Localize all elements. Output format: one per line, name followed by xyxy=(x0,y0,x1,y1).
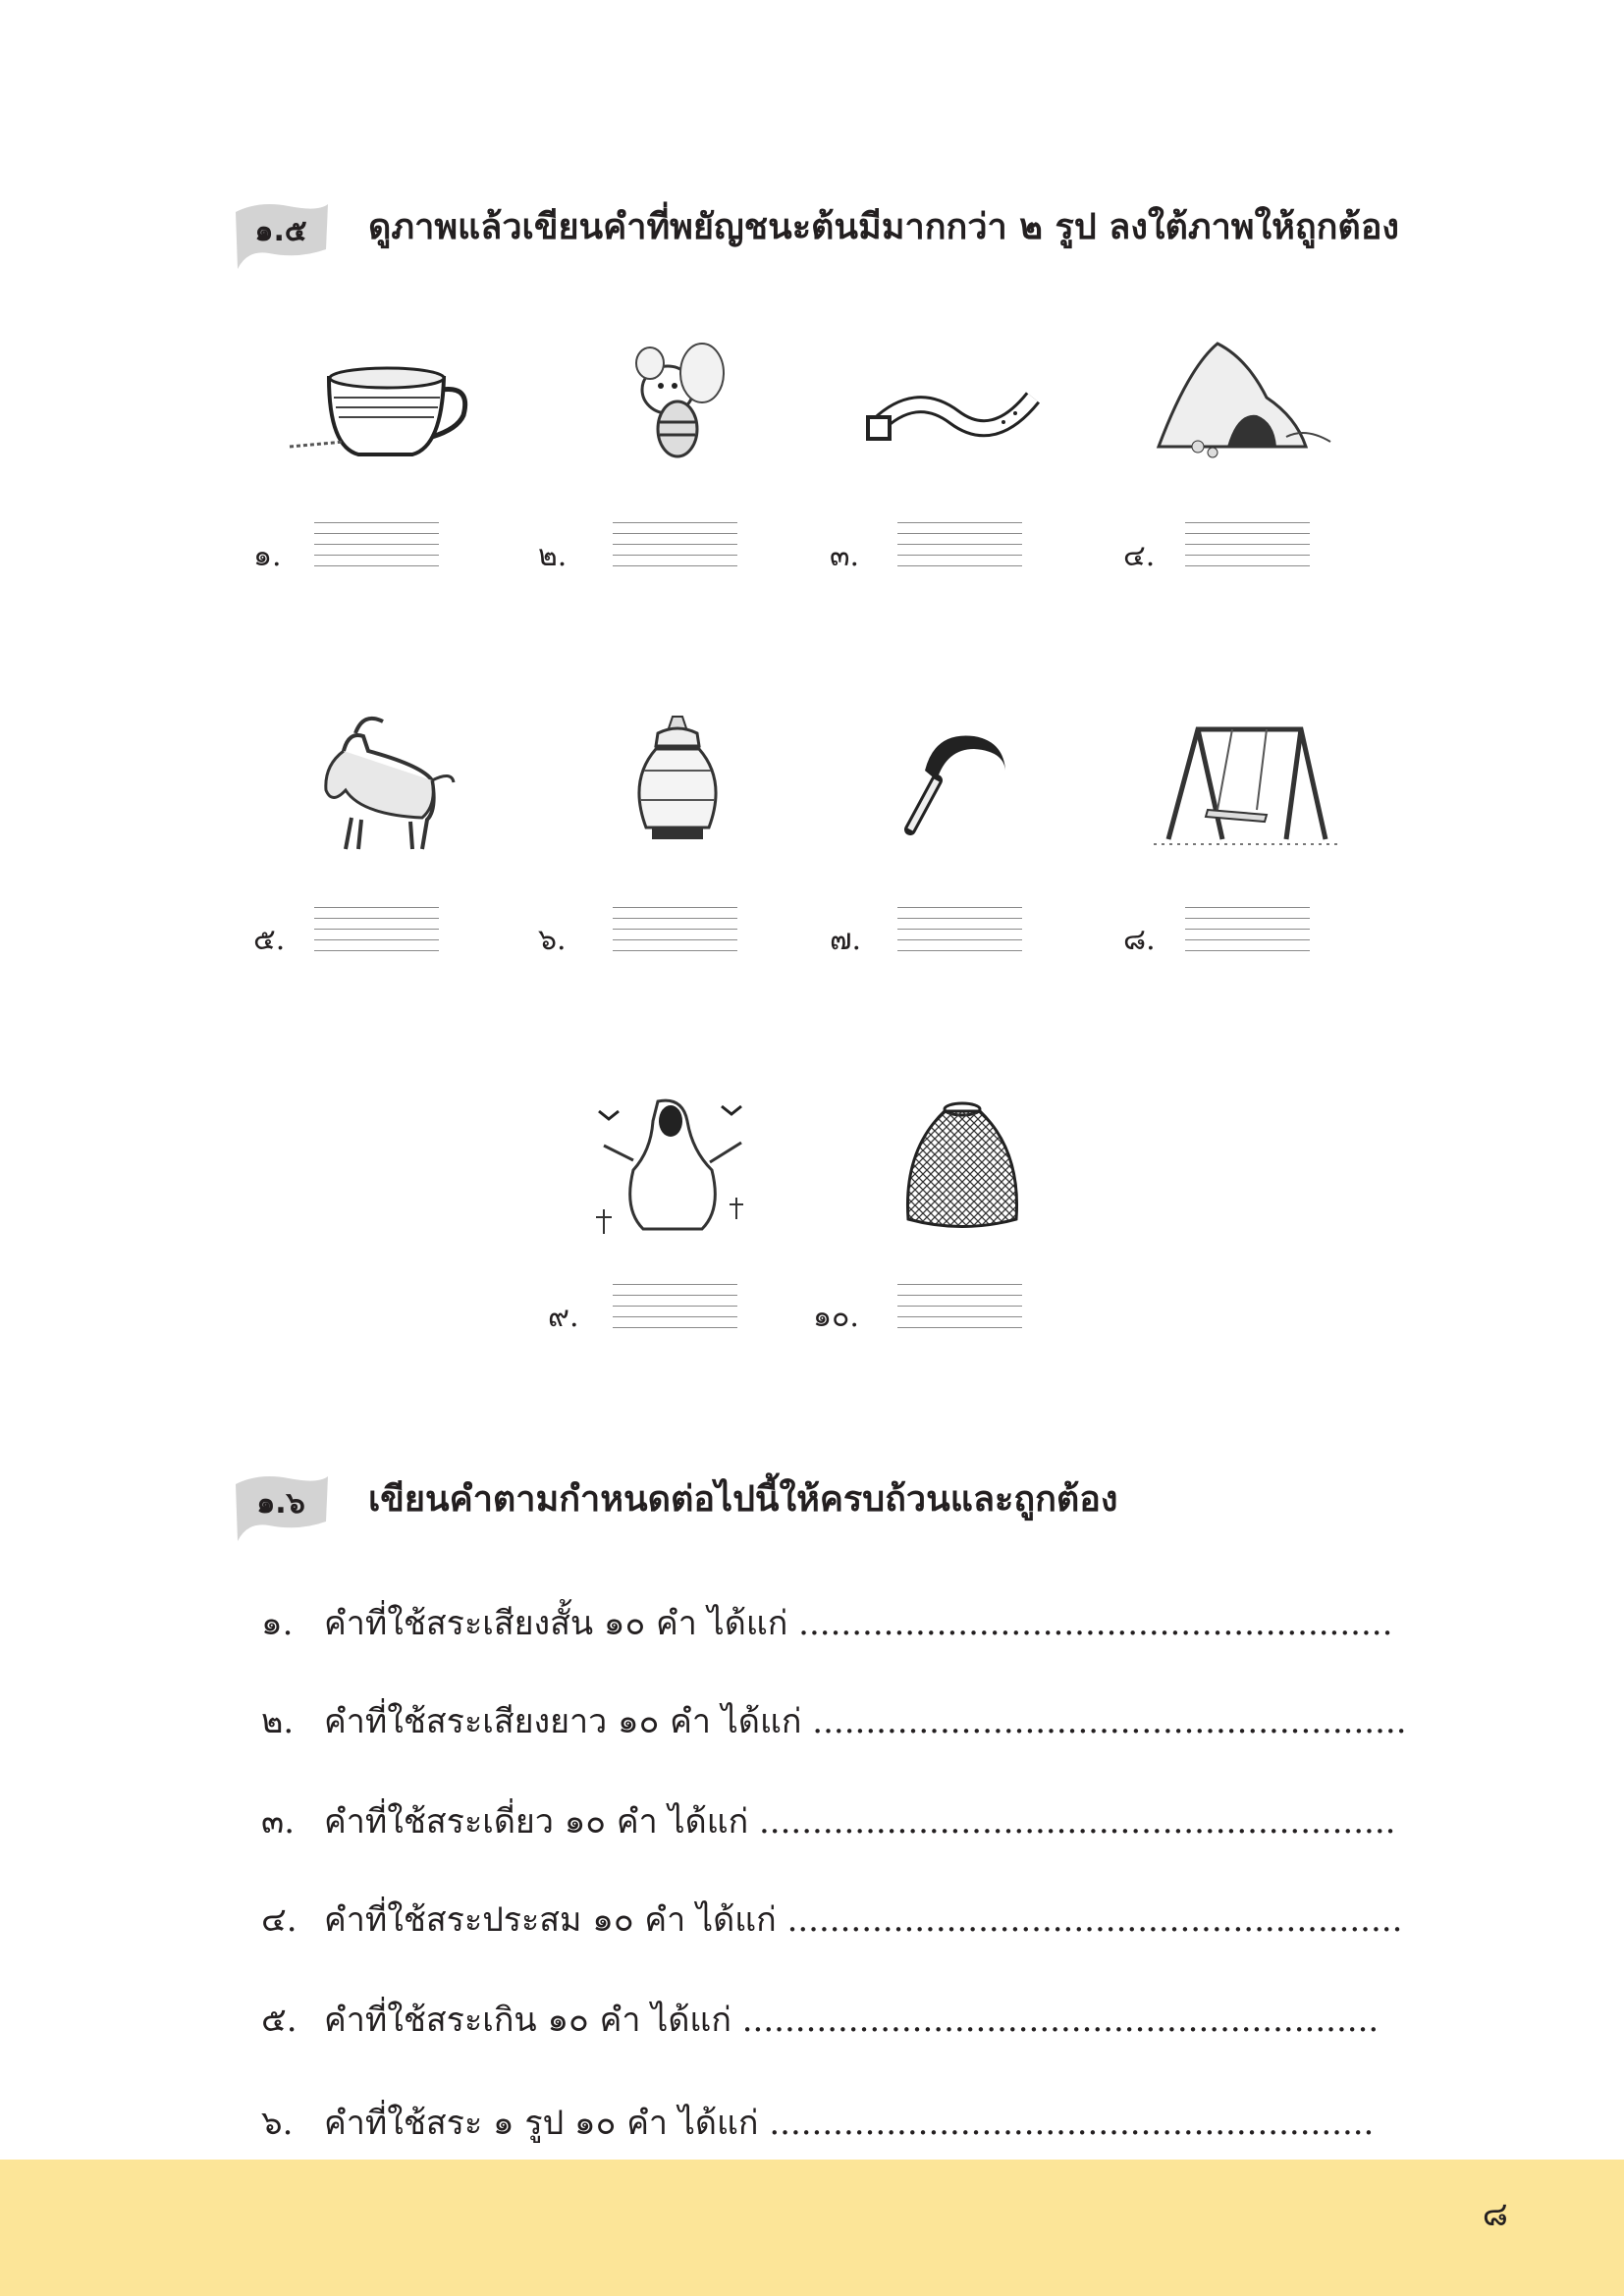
answer-lines[interactable] xyxy=(613,1284,737,1327)
question-row xyxy=(261,1993,1379,2046)
item-number: ๓. xyxy=(830,539,860,573)
answer-lines[interactable] xyxy=(897,1284,1022,1327)
sickle-icon xyxy=(856,712,1053,859)
section-title-1-5: ดูภาพแล้วเขียนคำที่พยัญชนะต้นมีมากกว่า ๒ รูป ลงใต้ภาพให้ถูกต้อง xyxy=(368,207,1400,247)
page-footer xyxy=(0,2160,1624,2296)
question-row xyxy=(261,1893,1402,1946)
item-number: ๑. xyxy=(253,539,282,573)
section-title-1-6: เขียนคำตามกำหนดต่อไปนี้ให้ครบถ้วนและถูกต้อง xyxy=(368,1479,1118,1520)
answer-lines[interactable] xyxy=(897,522,1022,565)
answer-dotted-line[interactable]: .......................................................... xyxy=(786,1900,1403,1940)
answer-lines[interactable] xyxy=(314,522,439,565)
teacup-icon xyxy=(285,329,481,476)
answer-lines[interactable] xyxy=(1185,522,1310,565)
item-number: ๗. xyxy=(830,923,862,957)
question-row xyxy=(261,1596,1392,1649)
question-number: ๔. xyxy=(261,1900,298,1940)
urn-icon xyxy=(579,712,776,859)
question-text: คำที่ใช้สระเสียงยาว ๑๐ คำ ได้แก่ xyxy=(324,1702,813,1741)
item-number: ๘. xyxy=(1123,923,1156,957)
answer-dotted-line[interactable]: ............................................................ xyxy=(759,1802,1396,1842)
item-number: ๑๐. xyxy=(813,1300,859,1334)
item-number: ๕. xyxy=(253,923,286,957)
answer-lines[interactable] xyxy=(613,522,737,565)
fish-trap-icon xyxy=(864,1092,1060,1239)
answer-dotted-line[interactable]: ......................................................... xyxy=(769,2104,1375,2143)
question-number: ๓. xyxy=(261,1802,296,1842)
question-text: คำที่ใช้สระประสม ๑๐ คำ ได้แก่ xyxy=(324,1900,787,1940)
question-number: ๒. xyxy=(261,1702,295,1741)
answer-lines[interactable] xyxy=(1185,907,1310,950)
question-row xyxy=(261,1794,1395,1847)
item-number: ๖. xyxy=(538,923,567,957)
section-badge-1-6 xyxy=(230,1472,332,1541)
question-row xyxy=(261,1694,1407,1747)
answer-dotted-line[interactable]: ........................................................ xyxy=(798,1604,1393,1643)
item-number: ๔. xyxy=(1123,539,1156,573)
ghost-icon xyxy=(574,1092,771,1239)
question-row xyxy=(261,2096,1374,2149)
item-number: ๙. xyxy=(548,1300,579,1334)
question-text: คำที่ใช้สระเดี่ยว ๑๐ คำ ได้แก่ xyxy=(324,1802,759,1842)
answer-lines[interactable] xyxy=(897,907,1022,950)
question-text: คำที่ใช้สระเสียงสั้น ๑๐ คำ ได้แก่ xyxy=(324,1604,799,1643)
goat-icon xyxy=(285,712,481,859)
question-number: ๑. xyxy=(261,1604,294,1643)
section-badge-1-5 xyxy=(230,200,332,269)
section-number: ๑.๕ xyxy=(254,214,307,248)
answer-lines[interactable] xyxy=(314,907,439,950)
swing-icon xyxy=(1149,712,1345,859)
bee-icon xyxy=(579,329,776,476)
belt-icon xyxy=(856,329,1053,476)
answer-dotted-line[interactable]: ........................................................ xyxy=(812,1702,1407,1741)
section-number: ๑.๖ xyxy=(256,1486,305,1521)
question-number: ๖. xyxy=(261,2104,294,2143)
question-text: คำที่ใช้สระ ๑ รูป ๑๐ คำ ได้แก่ xyxy=(324,2104,770,2143)
cave-icon xyxy=(1149,329,1345,476)
page-number: ๘ xyxy=(1482,2195,1508,2234)
answer-dotted-line[interactable]: ............................................................ xyxy=(741,2001,1380,2040)
question-number: ๕. xyxy=(261,2001,298,2040)
answer-lines[interactable] xyxy=(613,907,737,950)
item-number: ๒. xyxy=(538,539,568,573)
question-text: คำที่ใช้สระเกิน ๑๐ คำ ได้แก่ xyxy=(324,2001,742,2040)
